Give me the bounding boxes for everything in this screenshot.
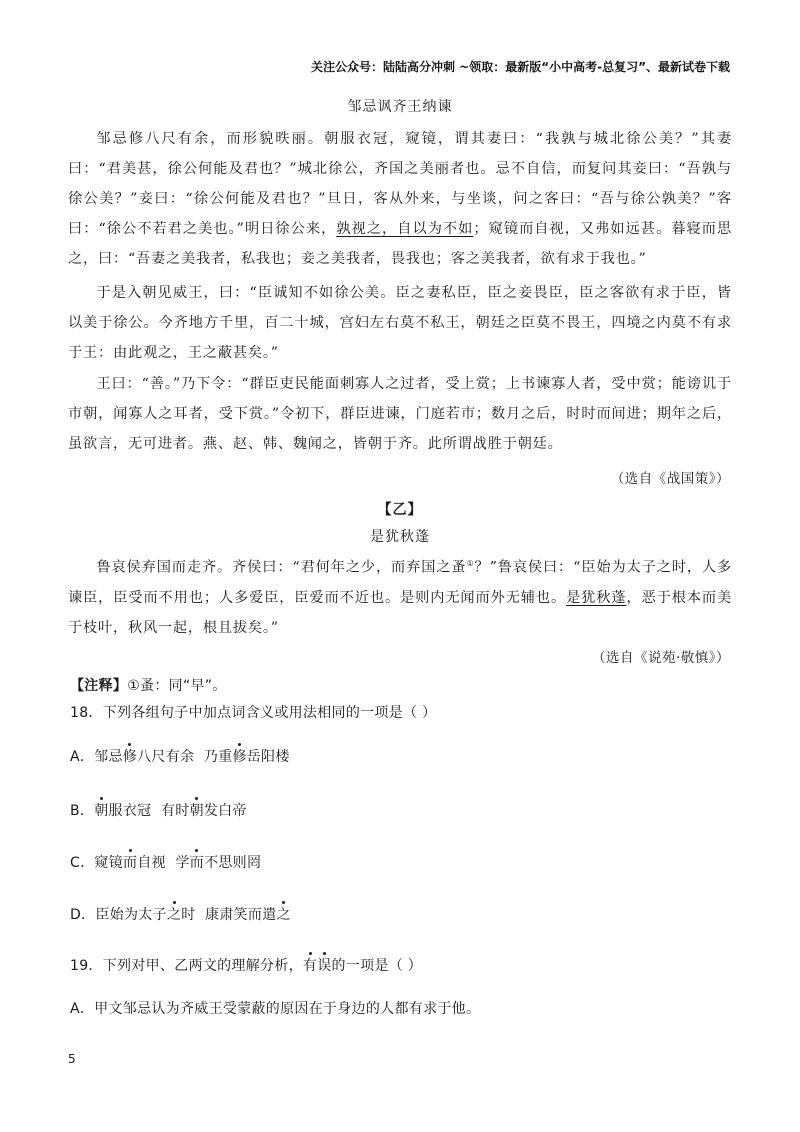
option-text: 邹忌	[94, 749, 123, 765]
option-text: 发白帝	[203, 803, 247, 819]
option-text: 不思则罔	[204, 855, 262, 871]
option-text: 时	[181, 907, 196, 923]
passage-yi-p1-part-a: 鲁哀侯弃国而走齐。齐侯曰：“君何年之少，而弃国之蚤	[96, 559, 467, 576]
dotted-character: 修	[232, 746, 246, 766]
passage-title-jia: 邹忌讽齐王纳谏	[347, 99, 453, 115]
passage-jia-paragraph-3: 王曰：“善。”乃下令：“群臣吏民能面刺寡人之过者，受上赏；上书谏寡人者，受中赏；能谤讥于市朝，闻寡人之耳者，受下赏。”令初下，群臣进谏，门庭若市；数月之后，时时而间进；期年之后，虽欲言，无可进者。燕、赵、韩、魏闻之，皆朝于齐。此所谓战胜于朝廷。	[68, 376, 732, 452]
page-number: 5	[68, 1052, 76, 1066]
annotation-label: 【注释】	[70, 678, 128, 694]
option-text: 服衣冠	[108, 803, 152, 819]
stem-text: 19．下列对甲、乙两文的理解分析，	[70, 958, 303, 974]
passage-title-yi: 是犹秋蓬	[370, 529, 430, 545]
dotted-character: 误	[317, 955, 331, 975]
footnote-marker: ①	[466, 559, 475, 568]
question-18-option-b	[70, 800, 732, 820]
question-19-stem	[70, 955, 732, 975]
option-letter: C．	[70, 855, 95, 871]
question-18-option-d	[70, 904, 732, 924]
page-header: 关注公众号：陆陆高分冲刺 ~领取：最新版“小中高考-总复习”、最新试卷下载	[311, 60, 730, 74]
option-text: 学	[175, 855, 190, 871]
option-letter: A．	[70, 749, 95, 765]
option-letter: D．	[70, 907, 96, 923]
question-18-option-c	[70, 852, 732, 872]
passage-jia-p1-part-a: 邹忌修八尺有余，而形貌昳丽。朝服衣冠，窥镜，谓其妻曰：“我孰与城北徐公美？”其妻曰：“君美甚，徐公何能及君也？”城北徐公，齐国之美丽者也。忌不自信，而复问其妾曰：“吾孰与徐公美？”妾曰：“徐公何能及君也？”旦日，客从外来，与坐谈，问之客曰：“吾与徐公孰美？”客曰：“徐公不若君之美也。”明日徐公来，	[68, 131, 732, 237]
dotted-character: 有	[303, 955, 317, 975]
dotted-character: 朝	[94, 800, 108, 820]
passage-jia-p1-part-b: ；窥镜而自视，又弗如远甚。暮寝而思之，曰：“吾妻之美我者，私我也；妾之美我者，畏我也；客之美我者，欲有求于我也。”	[68, 221, 733, 267]
underlined-phrase: 孰视之，自以为不如	[336, 221, 474, 237]
option-text: 康肃笑而遣	[205, 907, 277, 923]
option-text: 有时	[160, 803, 190, 819]
dotted-character: 朝	[190, 800, 204, 820]
passage-jia-paragraph-2: 于是入朝见威王，曰：“臣诚知不如徐公美。臣之妻私臣，臣之妾畏臣，臣之客欲有求于臣，皆以美于徐公。今齐地方千里，百二十城，宫妇左右莫不私王，朝廷之臣莫不畏王，四境之内莫不有求于王：由此观之，王之蔽甚矣。”	[68, 285, 732, 361]
annotation-note	[70, 675, 732, 695]
underlined-phrase: 是犹秋蓬	[566, 589, 627, 606]
option-text: 乃重	[203, 749, 233, 765]
passage-label-yi: 【乙】	[377, 502, 423, 518]
option-text: 窥镜	[94, 855, 123, 871]
option-text: 八尺有余	[137, 749, 195, 765]
dotted-character: 修	[123, 746, 137, 766]
dotted-character: 之	[277, 904, 291, 924]
stem-text: 的一项是（ ）	[331, 958, 423, 974]
question-18-stem: 18．下列各组句子中加点词含义或用法相同的一项是（ ）	[70, 705, 437, 721]
question-18-option-a	[70, 746, 732, 766]
passage-jia-paragraph-1	[68, 124, 732, 274]
passage-yi-paragraph-1	[68, 549, 732, 643]
passage-yi-p1-part-c: ，恶于根本而美于枝叶，秋风一起，根且拔矣。”	[68, 589, 732, 636]
option-text: 臣始为太子	[95, 907, 167, 923]
option-text: 自视	[137, 855, 166, 871]
passage-yi-p1-part-b: ？”鲁哀侯曰：“臣始为太子之时，人多谏臣，臣受而不用也；人多爱臣，臣爱而不近也。是则内无闻而外无辅也。	[68, 559, 732, 606]
dotted-character: 而	[123, 852, 137, 872]
source-citation-yi: （选自《说苑·敬慎》）	[591, 650, 730, 666]
source-citation-jia: （选自《战国策》）	[610, 471, 730, 487]
annotation-text: ①蚤：同“早”。	[127, 678, 227, 694]
dotted-character: 而	[190, 852, 204, 872]
option-letter: B．	[70, 803, 95, 819]
option-text: 岳阳楼	[246, 749, 290, 765]
question-19-option-a: A．甲文邹忌认为齐威王受蒙蔽的原因在于身边的人都有求于他。	[70, 1001, 481, 1017]
dotted-character: 之	[167, 904, 181, 924]
